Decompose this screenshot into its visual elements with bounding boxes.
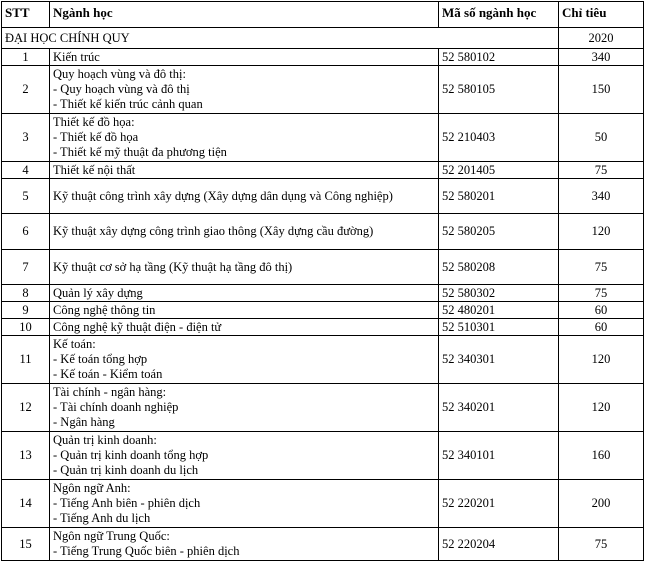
header-stt: STT (2, 2, 50, 28)
major-specialization: - Thiết kế đồ họa (53, 130, 139, 144)
row-stt: 4 (2, 162, 50, 179)
table-row (2, 302, 644, 319)
row-code: 52 580302 (439, 285, 559, 302)
row-stt: 2 (2, 66, 50, 114)
row-code: 52 201405 (439, 162, 559, 179)
row-quota: 60 (559, 302, 644, 319)
table-row (2, 162, 644, 179)
row-code: 52 220204 (439, 528, 559, 561)
row-major (50, 480, 439, 528)
major-specialization: - Tiếng Anh du lịch (53, 511, 151, 525)
admissions-quota-table (1, 1, 644, 561)
row-quota: 120 (559, 214, 644, 250)
major-specialization: - Tiếng Anh biên - phiên dịch (53, 496, 201, 510)
row-quota: 60 (559, 319, 644, 336)
row-stt: 9 (2, 302, 50, 319)
major-title: Kỹ thuật xây dựng công trình giao thông (Xây dựng cầu đường) (53, 224, 374, 238)
major-title: Công nghệ thông tin (53, 302, 156, 317)
header-code: Mã số ngành học (439, 2, 559, 28)
row-code: 52 340101 (439, 432, 559, 480)
major-title: Quản lý xây dựng (53, 285, 143, 300)
row-major (50, 336, 439, 384)
row-stt: 15 (2, 528, 50, 561)
major-specialization: - Tài chính doanh nghiệp (53, 400, 179, 414)
major-title: Kế toán: (53, 337, 96, 351)
row-code: 52 480201 (439, 302, 559, 319)
row-major (50, 162, 439, 179)
program-label: ĐẠI HỌC CHÍNH QUY (2, 28, 559, 49)
row-major (50, 66, 439, 114)
table-row (2, 528, 644, 561)
row-major (50, 214, 439, 250)
row-code: 52 220201 (439, 480, 559, 528)
row-code: 52 340201 (439, 384, 559, 432)
program-total: 2020 (559, 28, 644, 49)
table-row (2, 66, 644, 114)
row-code: 52 580201 (439, 179, 559, 214)
major-specialization: - Quản trị kinh doanh du lịch (53, 463, 199, 477)
row-quota: 120 (559, 336, 644, 384)
table-row (2, 319, 644, 336)
major-specialization: - Kế toán tổng hợp (53, 352, 148, 366)
row-major (50, 114, 439, 162)
row-quota: 200 (559, 480, 644, 528)
row-quota: 75 (559, 285, 644, 302)
table-row (2, 179, 644, 214)
row-major (50, 384, 439, 432)
program-row (2, 28, 644, 49)
table-row (2, 114, 644, 162)
table-row (2, 285, 644, 302)
row-code: 52 510301 (439, 319, 559, 336)
row-major (50, 432, 439, 480)
major-title: Thiết kế nội thất (53, 162, 136, 177)
row-code: 52 580105 (439, 66, 559, 114)
major-title: Quy hoạch vùng và đô thị: (53, 67, 186, 81)
row-major (50, 179, 439, 214)
major-specialization: - Quản trị kinh doanh tổng hợp (53, 448, 209, 462)
row-major (50, 49, 439, 66)
row-stt: 5 (2, 179, 50, 214)
row-quota: 160 (559, 432, 644, 480)
row-code: 52 340301 (439, 336, 559, 384)
row-stt: 7 (2, 250, 50, 285)
row-code: 52 580102 (439, 49, 559, 66)
row-code: 52 210403 (439, 114, 559, 162)
row-code: 52 580205 (439, 214, 559, 250)
major-title: Ngôn ngữ Trung Quốc: (53, 529, 170, 543)
row-code: 52 580208 (439, 250, 559, 285)
row-stt: 8 (2, 285, 50, 302)
major-title: Quản trị kinh doanh: (53, 433, 157, 447)
major-title: Kỹ thuật cơ sở hạ tầng (Kỹ thuật hạ tầng đô thị) (53, 259, 293, 274)
row-quota: 340 (559, 49, 644, 66)
major-title: Công nghệ kỹ thuật điện - điện tử (53, 319, 222, 334)
row-major (50, 250, 439, 285)
row-stt: 13 (2, 432, 50, 480)
major-specialization: - Thiết kế mỹ thuật đa phương tiện (53, 145, 227, 159)
major-title: Thiết kế đồ họa: (53, 115, 135, 129)
row-major (50, 528, 439, 561)
table-row (2, 480, 644, 528)
row-quota: 50 (559, 114, 644, 162)
major-title: Tài chính - ngân hàng: (53, 385, 167, 399)
table-row (2, 336, 644, 384)
major-specialization: - Tiếng Trung Quốc biên - phiên dịch (53, 544, 240, 558)
row-stt: 1 (2, 49, 50, 66)
header-major: Ngành học (50, 2, 439, 28)
table-row (2, 49, 644, 66)
header-quota: Chỉ tiêu (559, 2, 644, 28)
table-header-row (2, 2, 644, 28)
row-quota: 75 (559, 250, 644, 285)
table-row (2, 384, 644, 432)
row-quota: 75 (559, 528, 644, 561)
table-row (2, 250, 644, 285)
row-quota: 150 (559, 66, 644, 114)
major-specialization: - Kế toán - Kiểm toán (53, 367, 163, 381)
row-stt: 14 (2, 480, 50, 528)
row-stt: 3 (2, 114, 50, 162)
major-specialization: - Quy hoạch vùng và đô thị (53, 82, 190, 96)
major-title: Kỹ thuật công trình xây dựng (Xây dựng dân dụng và Công nghiệp) (53, 188, 393, 203)
row-quota: 75 (559, 162, 644, 179)
table-row (2, 432, 644, 480)
table-row (2, 214, 644, 250)
major-specialization: - Ngân hàng (53, 415, 115, 429)
major-specialization: - Thiết kế kiến trúc cảnh quan (53, 97, 203, 111)
row-major (50, 302, 439, 319)
row-stt: 10 (2, 319, 50, 336)
row-quota: 340 (559, 179, 644, 214)
row-major (50, 285, 439, 302)
row-major (50, 319, 439, 336)
row-stt: 6 (2, 214, 50, 250)
major-title: Ngôn ngữ Anh: (53, 481, 131, 495)
major-title: Kiến trúc (53, 49, 100, 64)
row-quota: 120 (559, 384, 644, 432)
row-stt: 12 (2, 384, 50, 432)
row-stt: 11 (2, 336, 50, 384)
